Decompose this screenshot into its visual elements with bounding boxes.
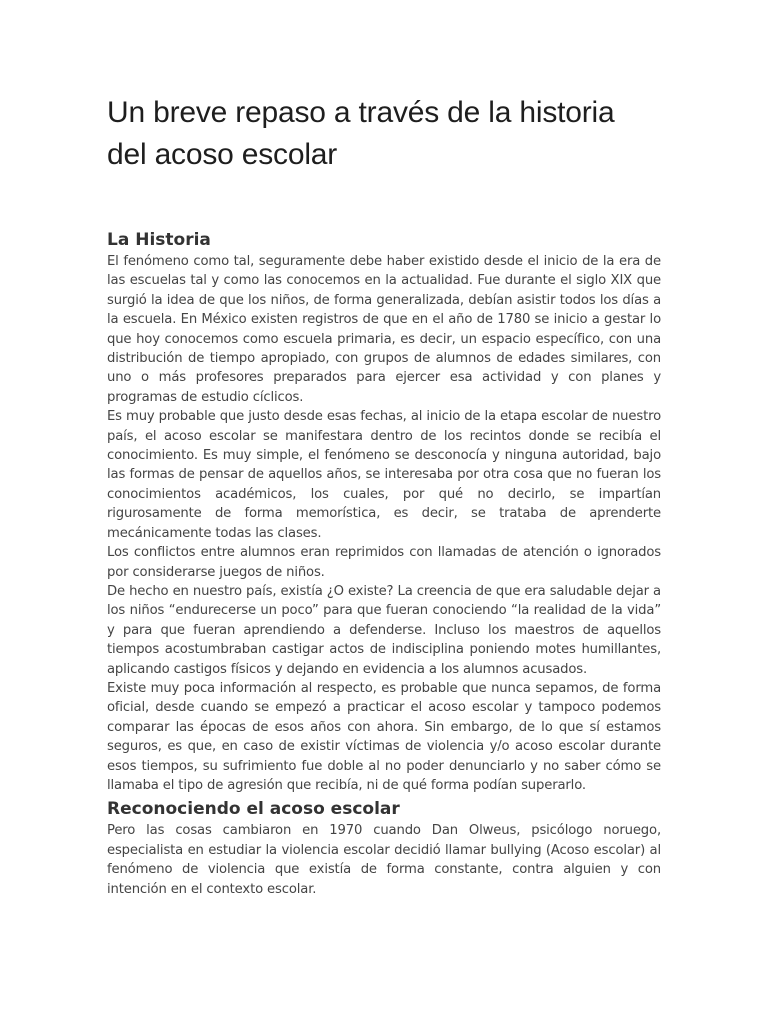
document-title: Un breve repaso a través de la historia del acoso escolar <box>107 96 615 171</box>
paragraph: Pero las cosas cambiaron en 1970 cuando Dan Olweus, psicólogo noruego, especialista en estudiar la violencia escolar decidió llamar bullying (Acoso escolar) al fenómeno de violencia que existía de forma constante, contra alguien y con intención en el contexto escolar. <box>107 823 661 897</box>
paragraph: Los conflictos entre alumnos eran reprimidos con llamadas de atención o ignorados por considerarse juegos de niños. <box>107 545 661 580</box>
paragraph: Existe muy poca información al respecto, es probable que nunca sepamos, de forma oficial, desde cuando se empezó a practicar el acoso escolar y tampoco podemos comparar las épocas de esos años con ahora. Sin embargo, de lo que sí estamos seguros, es que, en caso de existir víctimas de violencia y/o acoso escolar durante esos tiempos, su sufrimiento fue doble al no poder denunciarlo y no saber cómo se llamaba el tipo de agresión que recibía, ni de qué forma podían superarlo. <box>107 680 661 793</box>
section-heading: La Historia <box>107 230 211 250</box>
section-reconociendo <box>107 797 661 899</box>
paragraph: El fenómeno como tal, seguramente debe haber existido desde el inicio de la era de las escuelas tal y como las conocemos en la actualidad. Fue durante el siglo XIX que surgió la idea de que los niños, de forma generalizada, debían asistir todos los días a la escuela. En México existen registros de que en el año de 1780 se inicio a gestar lo que hoy conocemos como escuela primaria, es decir, un espacio específico, con una distribución de tiempo apropiado, con grupos de alumnos de edades similares, con uno o más profesores preparados para ejercer esa actividad y con planes y programas de estudio cíclicos. <box>107 254 661 405</box>
paragraph: De hecho en nuestro país, existía ¿O existe? La creencia de que era saludable dejar a los niños “endurecerse un poco” para que fueran conociendo “la realidad de la vida” y para que fueran aprendiendo a defenderse. Incluso los maestros de aquellos tiempos acostumbraban castigar actos de indisciplina poniendo motes humillantes, aplicando castigos físicos y dejando en evidencia a los alumnos acusados. <box>107 583 661 677</box>
section-la-historia <box>107 228 661 795</box>
section-heading: Reconociendo el acoso escolar <box>107 799 400 820</box>
paragraph: Es muy probable que justo desde esas fechas, al inicio de la etapa escolar de nuestro país, el acoso escolar se manifestara dentro de los recintos donde se recibía el conocimiento. Es muy simple, el fenómeno se desconocía y ninguna autoridad, bajo las formas de pensar de aquellos años, se interesaba por otra cosa que no fueran los conocimientos académicos, los cuales, por qué no decirlo, se impartían rigurosamente de forma memorística, es decir, se trataba de aprenderte mecánicamente todas las clases. <box>107 409 661 541</box>
